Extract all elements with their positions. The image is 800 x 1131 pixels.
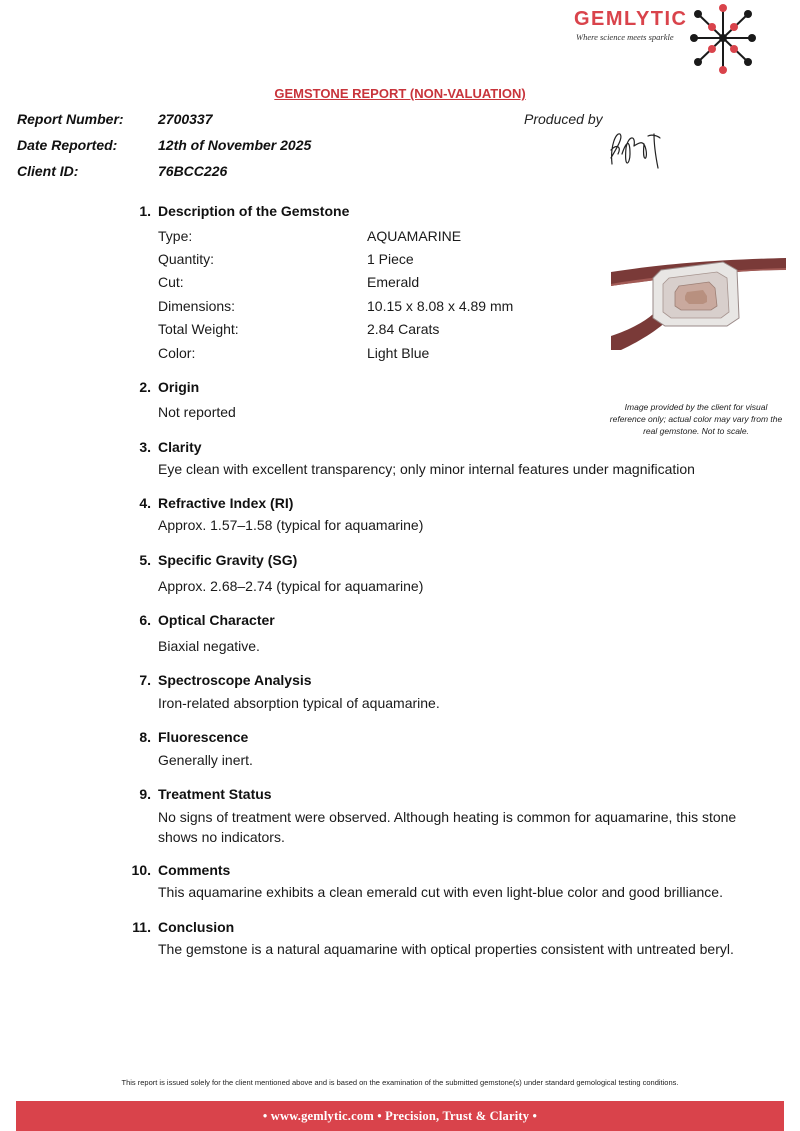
molecule-logo-icon xyxy=(690,2,756,74)
section-number: 1. xyxy=(139,203,151,219)
section-number: 2. xyxy=(139,379,151,395)
footer-band xyxy=(16,1101,784,1131)
section-title-optical-character: Optical Character xyxy=(158,612,275,628)
section-title-spectroscope: Spectroscope Analysis xyxy=(158,672,312,688)
section-title-refractive-index: Refractive Index (RI) xyxy=(158,495,294,511)
section-number: 3. xyxy=(139,439,151,455)
image-caption: Image provided by the client for visual reference only; actual color may vary from the real gemstone. Not to scale. xyxy=(609,402,783,436)
cut-value: Emerald xyxy=(367,274,420,290)
client-id: 76BCC226 xyxy=(158,163,228,179)
date-reported-label: Date Reported: xyxy=(17,137,118,153)
section-title-origin: Origin xyxy=(158,379,200,395)
dimensions-label: Dimensions: xyxy=(158,298,236,314)
section-number: 10. xyxy=(131,862,151,878)
refractive-index-text: Approx. 1.57–1.58 (typical for aquamarine) xyxy=(158,517,424,533)
report-number-label: Report Number: xyxy=(17,111,124,127)
section-title-conclusion: Conclusion xyxy=(158,919,235,935)
section-title-comments: Comments xyxy=(158,862,231,878)
comments-text: This aquamarine exhibits a clean emerald cut with even light-blue color and good brilliance. xyxy=(158,884,723,900)
color-value: Light Blue xyxy=(367,345,430,361)
section-number: 4. xyxy=(139,495,151,511)
treatment-text: No signs of treatment were observed. Although heating is common for aquamarine, this stone shows no indicators. xyxy=(158,809,737,845)
total-weight-label: Total Weight: xyxy=(158,321,239,337)
quantity-value: 1 Piece xyxy=(367,251,414,267)
dimensions-value: 10.15 x 8.08 x 4.89 mm xyxy=(367,298,514,314)
produced-by-label: Produced by xyxy=(524,111,603,127)
brand-logo xyxy=(574,4,754,74)
total-weight-value: 2.84 Carats xyxy=(367,321,440,337)
brand-name: GEMLYTIC xyxy=(574,8,688,30)
section-number: 7. xyxy=(139,672,151,688)
section-number: 6. xyxy=(139,612,151,628)
signature xyxy=(604,124,670,176)
footer-website-slogan: • www.gemlytic.com • Precision, Trust & Clarity • xyxy=(262,1109,538,1123)
footer-disclaimer: This report is issued solely for the client mentioned above and is based on the examination of the submitted gemstone(s) under standard gemological testing conditions. xyxy=(121,1078,679,1087)
origin-text: Not reported xyxy=(158,404,236,420)
type-label: Type: xyxy=(158,228,193,244)
conclusion-text: The gemstone is a natural aquamarine with optical properties consistent with untreated beryl. xyxy=(158,941,734,957)
section-number: 11. xyxy=(132,919,151,935)
section-title-fluorescence: Fluorescence xyxy=(158,729,249,745)
date-reported: 12th of November 2025 xyxy=(158,137,312,153)
report-title: GEMSTONE REPORT (NON-VALUATION) xyxy=(274,86,526,101)
section-number: 8. xyxy=(139,729,151,745)
color-label: Color: xyxy=(158,345,196,361)
section-title-clarity: Clarity xyxy=(158,439,202,455)
emerald-cut-gem xyxy=(653,262,739,326)
fluorescence-text: Generally inert. xyxy=(158,752,253,768)
section-number: 9. xyxy=(139,786,151,802)
clarity-text: Eye clean with excellent transparency; only minor internal features under magnification xyxy=(158,461,695,477)
section-title-description: Description of the Gemstone xyxy=(158,203,350,219)
section-number: 5. xyxy=(139,552,151,568)
type-value: AQUAMARINE xyxy=(367,228,462,244)
client-id-label: Client ID: xyxy=(17,163,79,179)
quantity-label: Quantity: xyxy=(158,251,215,267)
spectroscope-text: Iron-related absorption typical of aquamarine. xyxy=(158,695,440,711)
brand-tagline: Where science meets sparkle xyxy=(576,32,674,42)
cut-label: Cut: xyxy=(158,274,184,290)
section-title-treatment: Treatment Status xyxy=(158,786,272,802)
gemstone-photo xyxy=(611,248,786,350)
section-title-specific-gravity: Specific Gravity (SG) xyxy=(158,552,298,568)
specific-gravity-text: Approx. 2.68–2.74 (typical for aquamarine) xyxy=(158,578,424,594)
optical-character-text: Biaxial negative. xyxy=(158,638,260,654)
report-number: 2700337 xyxy=(158,111,213,127)
